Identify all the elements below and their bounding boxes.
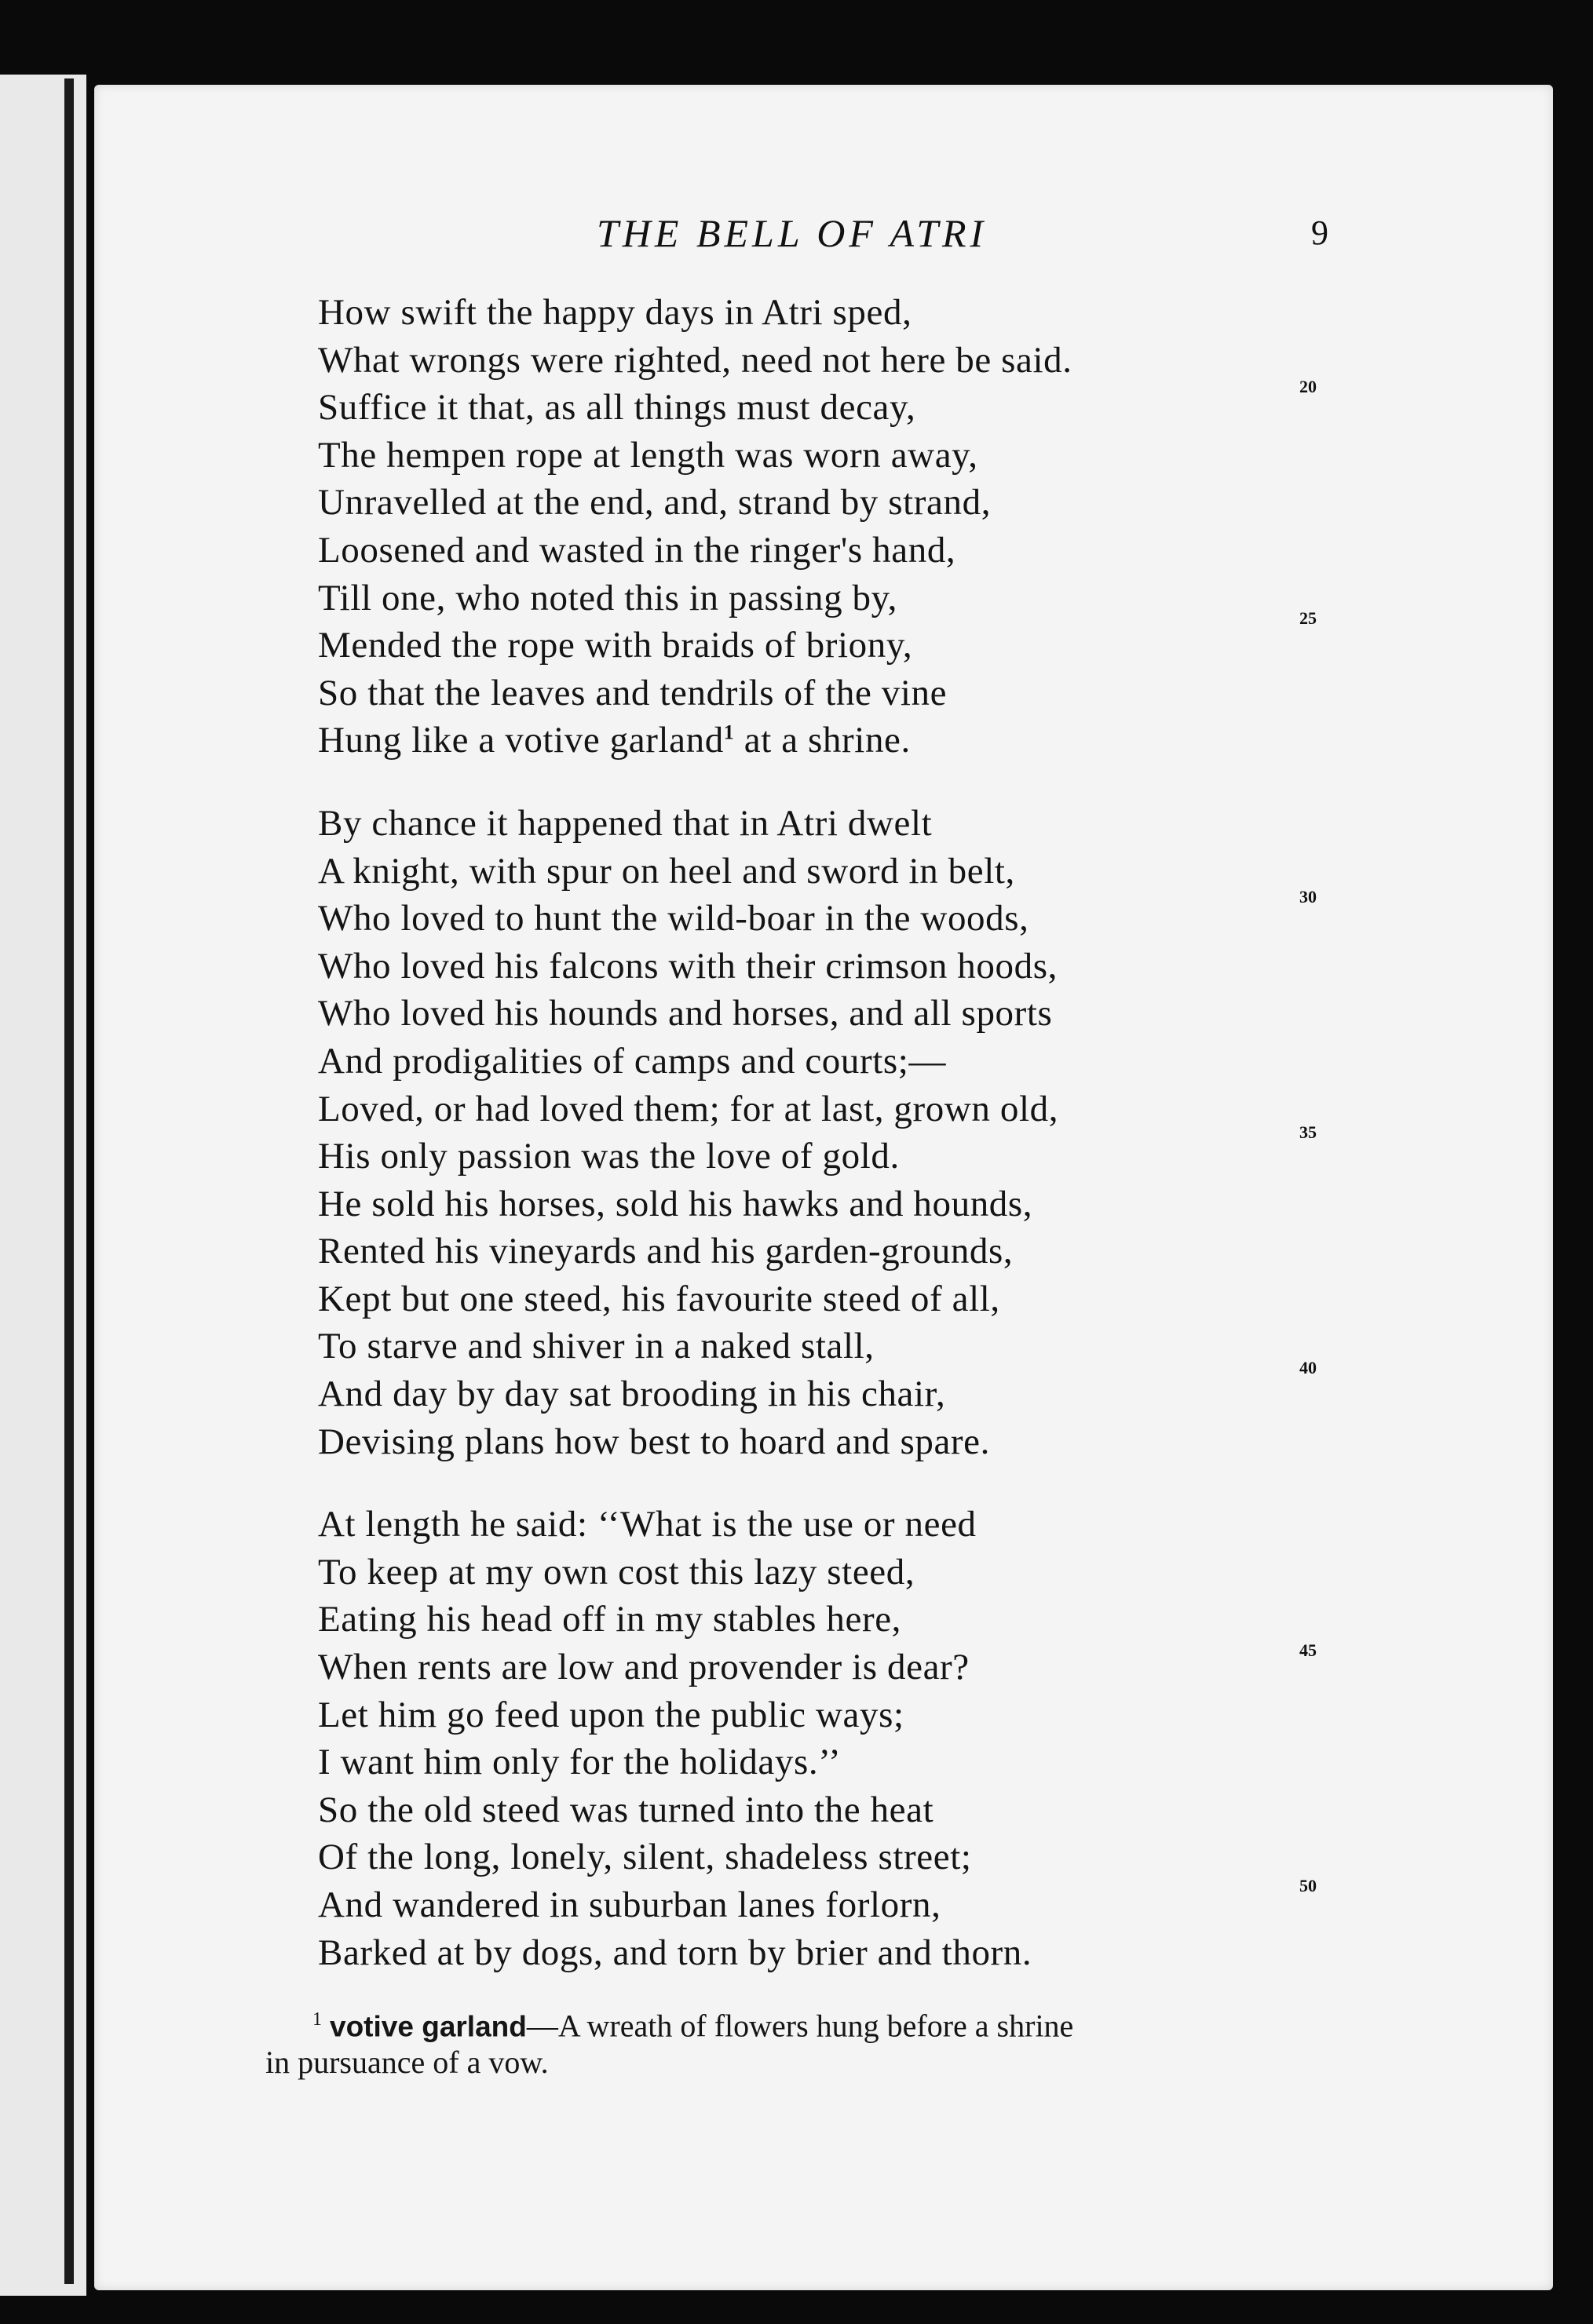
line-number: 35 [1299,1122,1317,1142]
footnote [265,2001,1443,2081]
line-number: 25 [1299,608,1317,628]
poem-line: Kept but one steed, his favourite steed of all, [318,1278,1000,1319]
poem-line: Unravelled at the end, and, strand by strand, [318,482,992,524]
poem-line: Barked at by dogs, and torn by brier and thorn. [318,1932,1032,1973]
poem-line: At length he said: ‘‘What is the use or need [318,1504,977,1545]
poem-line: His only passion was the love of gold. [318,1136,900,1177]
line-number: 20 [1299,377,1317,396]
poem-line: Loved, or had loved them; for at last, grown old, [318,1088,1059,1129]
poem-line: Who loved to hunt the wild-boar in the woods, [318,898,1029,939]
poem-text [318,289,1339,2012]
poem-line: So the old steed was turned into the heat [318,1789,934,1830]
poem-line: How swift the happy days in Atri sped, [318,292,912,333]
poem-line: And wandered in suburban lanes forlorn, [318,1884,941,1925]
poem-line: Till one, who noted this in passing by, [318,577,898,618]
poem-line: Who loved his hounds and horses, and all sports [318,993,1053,1034]
stanza-3 [318,1501,1339,1976]
footnote-marker: 1 [312,2009,322,2030]
poem-line: Eating his head off in my stables here, [318,1599,902,1640]
poem-line: Suffice it that, as all things must decay, [318,387,916,429]
line-number: 30 [1299,887,1317,907]
poem-line: When rents are low and provender is dear? [318,1647,970,1688]
poem-line: A knight, with spur on heel and sword in belt, [318,850,1015,892]
poem-line: I want him only for the holidays.’’ [318,1742,842,1783]
poem-line-part: Hung like a votive garland [318,720,724,761]
poem-line: Who loved his falcons with their crimson hoods, [318,945,1058,987]
poem-line: Devising plans how best to hoard and spare. [318,1421,990,1462]
footnote-reference: 1 [723,721,735,744]
poem-line: The hempen rope at length was worn away, [318,434,978,476]
poem-line: And day by day sat brooding in his chair, [318,1374,946,1415]
line-number: 50 [1299,1876,1317,1895]
line-number: 40 [1299,1358,1317,1377]
poem-line: What wrongs were righted, need not here be said. [318,339,1072,381]
poem-line: To keep at my own cost this lazy steed, [318,1551,915,1593]
stanza-2 [318,800,1339,1465]
book-page [94,85,1553,2290]
poem-line: He sold his horses, sold his hawks and hounds, [318,1183,1033,1224]
poem-line: To starve and shiver in a naked stall, [318,1326,875,1367]
poem-line: Let him go feed upon the public ways; [318,1694,904,1735]
footnote-continuation: in pursuance of a vow. [265,2045,549,2081]
book-spine-shadow [64,78,74,2284]
footnote-first-line [265,2001,1443,2045]
page-number: 9 [1311,213,1328,252]
poem-line-part: at a shrine. [744,720,911,761]
poem-line: And prodigalities of camps and courts;— [318,1040,947,1082]
poem-line: So that the leaves and tendrils of the vine [318,672,948,713]
poem-line: Mended the rope with braids of briony, [318,625,913,666]
stanza-1 [318,289,1339,764]
running-head: THE BELL OF ATRI [597,211,988,255]
poem-line: Rented his vineyards and his garden-grounds, [318,1231,1014,1272]
poem-line: Of the long, lonely, silent, shadeless street; [318,1837,972,1878]
poem-line: Loosened and wasted in the ringer's hand, [318,529,956,571]
footnote-text: —A wreath of flowers hung before a shrine [526,2008,1074,2044]
line-number: 45 [1299,1640,1317,1660]
footnote-term: votive garland [330,2010,527,2043]
poem-line-with-footnote [318,717,1339,764]
poem-line: By chance it happened that in Atri dwelt [318,802,933,844]
